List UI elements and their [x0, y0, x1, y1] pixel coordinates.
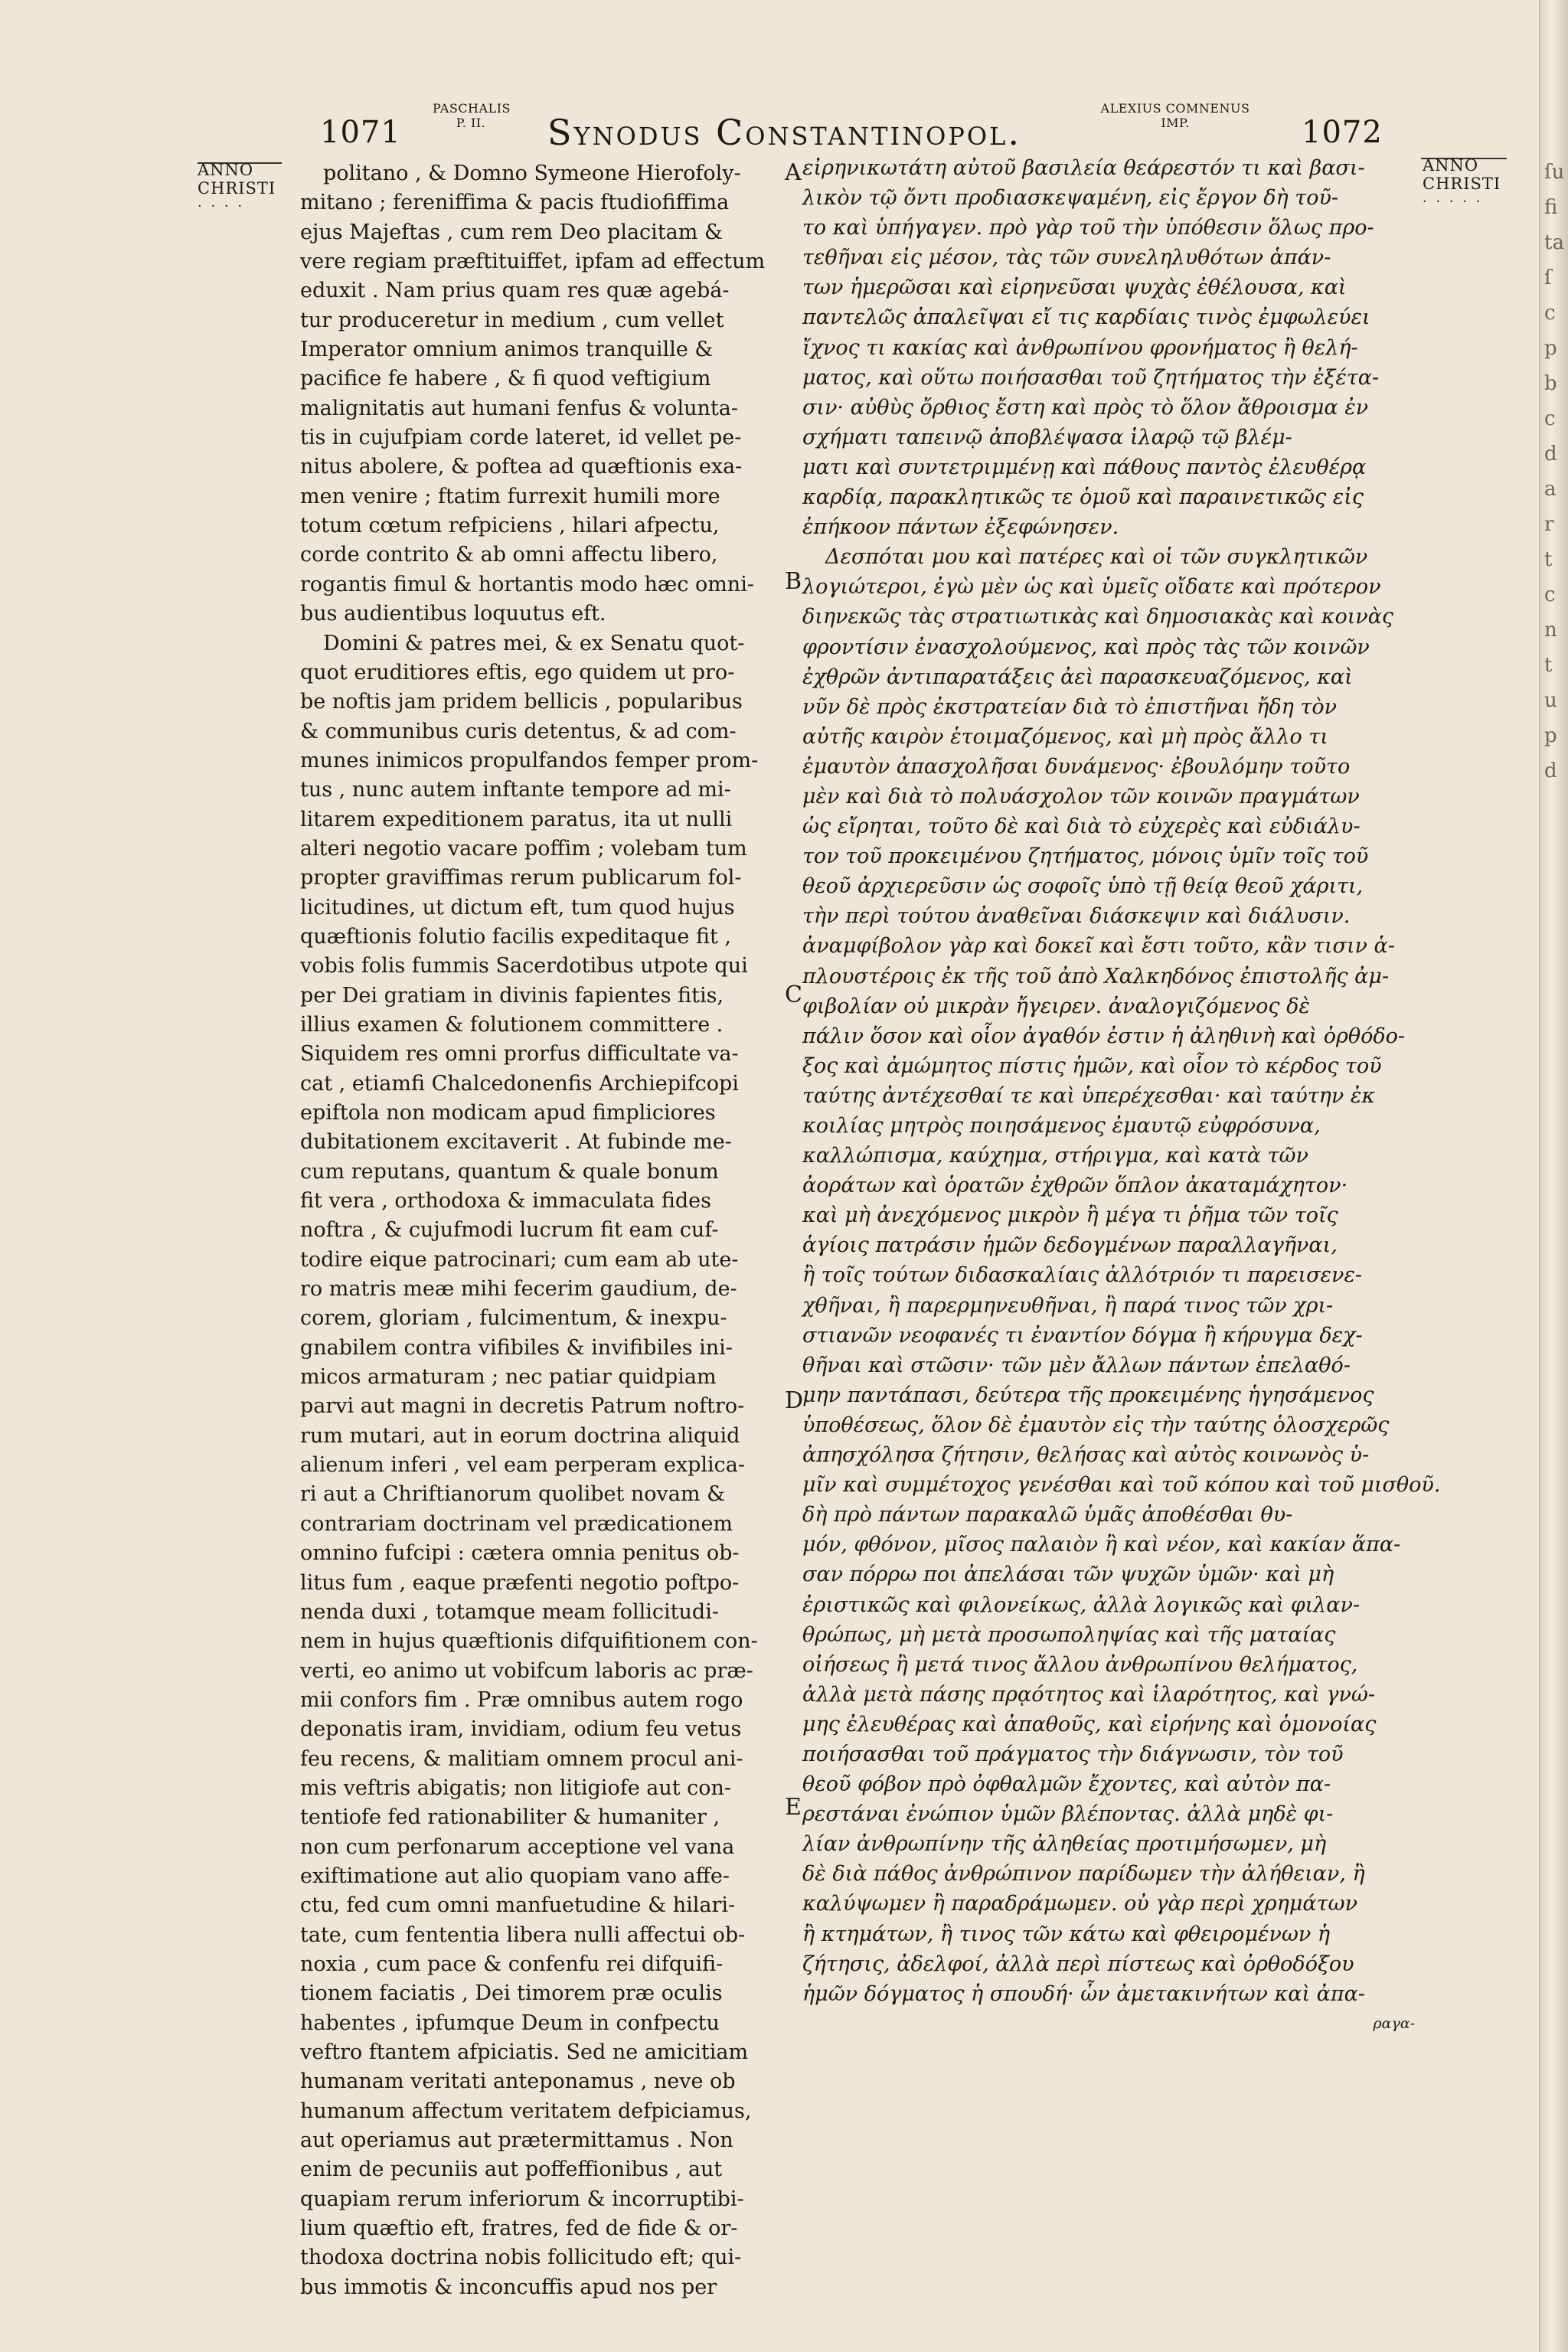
greek-line: ἐπήκοον πάντων ἐξεφώνησεν. — [802, 515, 1119, 540]
greek-line: τον τοῦ προκειμένου ζητήματος, μόνοις ὑμῖν τοῖς τοῦ — [802, 844, 1369, 869]
latin-line: thodoxa doctrina nobis follicitudo eft; qui- — [300, 2246, 742, 2270]
latin-line: tis in cujufpiam corde lateret, id vellet pe- — [300, 426, 742, 450]
margin-note-line: ANNO — [198, 161, 254, 179]
latin-line: parvi aut magni in decretis Patrum noftro- — [300, 1394, 745, 1419]
greek-line: ἁγίοις πατράσιν ἡμῶν δεδογμένων παραλλαγῆναι, — [802, 1233, 1338, 1258]
edge-glyph: b — [1544, 372, 1557, 395]
latin-line: contrariam doctrinam vel prædicationem — [300, 1511, 733, 1536]
margin-note-left — [198, 161, 282, 216]
catchword: ραγα- — [1373, 2014, 1415, 2032]
latin-line: tus , nunc autem inftante tempore ad mi- — [300, 778, 731, 802]
latin-line: omnino fufcipi : cætera omnia penitus ob- — [300, 1541, 740, 1566]
greek-line: δὴ πρὸ πάντων παρακαλῶ ὑμᾶς ἀποθέσθαι θυ- — [802, 1503, 1293, 1527]
edge-glyph: c — [1544, 302, 1556, 325]
greek-line: ποιήσασθαι τοῦ πράγματος τὴν διάγνωσιν, τὸν τοῦ — [802, 1742, 1344, 1766]
greek-line: διηνεκῶς τὰς στρατιωτικὰς καὶ δημοσιακὰς καὶ κοινὰς — [802, 605, 1394, 629]
greek-line: νῦν δὲ πρὸς ἐκστρατείαν διὰ τὸ ἐπιστῆναι ἤδη τὸν — [802, 694, 1338, 719]
latin-line: noftra , & cujufmodi lucrum fit eam cuf- — [300, 1218, 719, 1243]
greek-line: σιν· αὐθὺς ὄρθιος ἔστη καὶ πρὸς τὸ ὅλον ἄθροισμα ἐν — [802, 395, 1369, 420]
greek-line: το καὶ ὑπήγαγεν. πρὸ γὰρ τοῦ τὴν ὑπόθεσιν ὅλως προ- — [802, 216, 1374, 240]
greek-line: λίαν ἀνθρωπίνην τῆς ἀληθείας προτιμήσωμεν, μὴ — [802, 1832, 1327, 1857]
greek-line: παντελῶς ἀπαλεῖψαι εἴ τις καρδίαις τινὸς ἐμφωλεύει — [802, 305, 1370, 330]
latin-line: bus audientibus loquutus eft. — [300, 602, 606, 626]
header-right-note-line: ALEXIUS COMNENUS — [1100, 101, 1250, 116]
greek-line: σχήματι ταπεινῷ ἀποβλέψασα ἱλαρῷ τῷ βλέμ- — [802, 425, 1292, 449]
greek-line: πλουστέροις ἐκ τῆς τοῦ ἀπὸ Χαλκηδόνος ἐπιστολῆς ἀμ- — [802, 964, 1390, 988]
latin-line: aut operiamus aut prætermittamus . Non — [300, 2128, 733, 2153]
latin-line: veftro ftantem afpiciatis. Sed ne amicitiam — [300, 2040, 749, 2064]
latin-line: malignitatis aut humani fenfus & volunta- — [300, 396, 738, 420]
greek-line: μῖν καὶ συμμέτοχος γενέσθαι καὶ τοῦ κόπου καὶ τοῦ μισθοῦ. — [802, 1473, 1441, 1498]
greek-line: καρδίᾳ, παρακλητικῶς τε ὁμοῦ καὶ παραινετικῶς εἰς — [802, 485, 1364, 510]
latin-line: & communibus curis detentus, & ad com- — [300, 719, 737, 743]
margin-note-right — [1423, 156, 1507, 211]
latin-line: nenda duxi , totamque meam follicitudi- — [300, 1599, 719, 1624]
edge-glyph: c — [1544, 583, 1556, 606]
latin-line: Siquidem res omni prorfus difficultate va- — [300, 1042, 739, 1067]
greek-line: καὶ μὴ ἀνεχόμενος μικρὸν ἢ μέγα τι ῥῆμα τῶν τοῖς — [802, 1204, 1338, 1228]
greek-line: ἀπησχόλησα ζήτησιν, θελήσας καὶ αὐτὸς κοινωνὸς ὑ- — [802, 1443, 1370, 1468]
latin-line: ejus Majeftas , cum rem Deo placitam & — [300, 220, 723, 244]
latin-line: humanam veritati anteponamus , neve ob — [300, 2069, 736, 2094]
greek-line: θεοῦ φόβον πρὸ ὀφθαλμῶν ἔχοντες, καὶ αὐτὸν πα- — [802, 1772, 1331, 1797]
greek-line: εἰρηνικωτάτη αὐτοῦ βασιλεία θεάρεστόν τι καὶ βασι- — [802, 156, 1365, 180]
edge-glyph: d — [1544, 760, 1557, 782]
latin-line: pacifice fe habere , & fi quod veftigium — [300, 367, 711, 391]
latin-line: Imperator omnium animos tranquille & — [300, 338, 714, 362]
greek-line: καλύψωμεν ἢ παραδράμωμεν. οὐ γὰρ περὶ χρημάτων — [802, 1892, 1357, 1916]
latin-line: vere regiam præftituiffet, ipfam ad effectum — [300, 250, 766, 274]
page-number-right: 1072 — [1302, 115, 1383, 150]
greek-line: οἰήσεως ἢ μετά τινος ἄλλου ἀνθρωπίνου θελήματος, — [802, 1652, 1358, 1677]
latin-line: fit vera , orthodoxa & immaculata fides — [300, 1189, 711, 1214]
latin-line: men venire ; ftatim furrexit humili more — [300, 484, 720, 508]
edge-glyph: ſu — [1544, 161, 1565, 184]
greek-line: ἢ τοῖς τούτων διδασκαλίαις ἀλλότριόν τι παρεισενε- — [802, 1263, 1363, 1288]
greek-line: δὲ διὰ πάθος ἀνθρώπινον παρίδωμεν τὴν ἀλήθειαν, ἢ — [802, 1862, 1365, 1886]
greek-line: ζήτησις, ἀδελφοί, ἀλλὰ περὶ πίστεως καὶ ὀρθοδόξου — [802, 1952, 1354, 1976]
running-header — [0, 92, 1539, 153]
greek-line: ἀναμφίβολον γὰρ καὶ δοκεῖ καὶ ἔστι τοῦτο, κἂν τισιν ἁ- — [802, 934, 1395, 959]
latin-line: mii confors fim . Præ omnibus autem rogo — [300, 1687, 743, 1712]
latin-line: humanum affectum veritatem defpiciamus, — [300, 2099, 752, 2123]
edge-glyph: t — [1544, 548, 1553, 571]
latin-line: Domini & patres mei, & ex Senatu quot- — [323, 631, 745, 655]
greek-line: θρώπως, μὴ μετὰ προσωποληψίας καὶ τῆς ματαίας — [802, 1622, 1336, 1647]
greek-line: ματος, καὶ οὕτω ποιήσασθαι τοῦ ζητήματος τὴν ἐξέτα- — [802, 365, 1380, 390]
section-marker-e: E — [785, 1794, 802, 1821]
greek-line: θεοῦ ἀρχιερεῦσιν ὡς σοφοῖς ὑπὸ τῇ θείᾳ θεοῦ χάριτι, — [802, 874, 1364, 899]
latin-line: corde contrito & ab omni affectu libero, — [300, 543, 718, 567]
greek-line: φιβολίαν οὐ μικρὰν ἤγειρεν. ἀναλογιζόμενος δὲ — [802, 994, 1310, 1018]
latin-line: cum reputans, quantum & quale bonum — [300, 1159, 719, 1184]
edge-glyph: r — [1544, 513, 1554, 536]
edge-glyph: ta — [1544, 231, 1564, 254]
latin-line: lium quæftio eft, fratres, fed de fide & or- — [300, 2216, 738, 2241]
greek-line: ἐχθρῶν ἀντιπαρατάξεις ἀεὶ παρασκευαζόμενος, καὶ — [802, 665, 1353, 689]
latin-line: alteri negotio vacare poffim ; volebam tum — [300, 836, 747, 861]
greek-line: τὴν περὶ τούτου ἀναθεῖναι διάσκεψιν καὶ διάλυσιν. — [802, 904, 1351, 929]
latin-line: licitudines, ut dictum eft, tum quod hujus — [300, 895, 735, 920]
greek-line: λικὸν τῷ ὄντι προδιασκεψαμένη, εἰς ἔργον δὴ τοῦ- — [802, 186, 1339, 211]
margin-note-line: CHRISTI — [1423, 175, 1501, 193]
greek-line: ταύτης ἀντέχεσθαί τε καὶ ὑπερέχεσθαι· καὶ ταύτην ἐκ — [802, 1083, 1376, 1108]
edge-glyph: n — [1544, 619, 1557, 642]
section-marker-b: B — [785, 568, 802, 595]
greek-line: θῆναι καὶ στῶσιν· τῶν μὲν ἄλλων πάντων ἐπελαθό- — [802, 1353, 1351, 1377]
header-left-note-line: P. II. — [456, 116, 486, 130]
latin-line: nem in hujus quæftionis difquifitionem con- — [300, 1629, 758, 1654]
latin-line: deponatis iram, invidiam, odium feu vetus — [300, 1717, 742, 1742]
latin-line: mis veftris abigatis; non litigiofe aut con- — [300, 1775, 732, 1800]
latin-line: corem, gloriam , fulcimentum, & inexpu- — [300, 1306, 727, 1331]
latin-line: feu recens, & malitiam omnem procul ani- — [300, 1746, 743, 1771]
greek-line: λογιώτεροι, ἐγὼ μὲν ὡς καὶ ὑμεῖς οἴδατε καὶ πρότερον — [802, 575, 1381, 599]
latin-line: non cum perfonarum acceptione vel vana — [300, 1834, 735, 1859]
greek-line: μόν, φθόνον, μῖσος παλαιὸν ἢ καὶ νέον, καὶ κακίαν ἅπα- — [802, 1533, 1401, 1557]
latin-line: rum mutari, aut in eorum doctrina aliquid — [300, 1423, 740, 1448]
greek-line: ματι καὶ συντετριμμένῃ καὶ πάθους παντὸς ἐλευθέρᾳ — [802, 455, 1367, 479]
latin-line: tionem faciatis , Dei timorem præ oculis — [300, 1981, 723, 2006]
greek-line: ἡμῶν δόγματος ἡ σπουδή· ὧν ἀμετακινήτων καὶ ἀπα- — [802, 1981, 1365, 2006]
greek-line: καλλώπισμα, καύχημα, στήριγμα, καὶ κατὰ τῶν — [802, 1144, 1308, 1168]
page-number-left: 1071 — [320, 115, 401, 150]
greek-line: ἀλλὰ μετὰ πάσης πρᾳότητος καὶ ἱλαρότητος, καὶ γνώ- — [802, 1682, 1376, 1707]
edge-glyph: a — [1544, 478, 1557, 501]
latin-line: dubitationem excitaverit . At fubinde me- — [300, 1130, 732, 1155]
latin-line: per Dei gratiam in divinis fapientes fitis, — [300, 983, 724, 1008]
latin-line: exiftimatione aut alio quopiam vano affe- — [300, 1864, 730, 1888]
header-left-note — [433, 101, 509, 130]
latin-line: ctu, fed cum omni manfuetudine & hilari- — [300, 1893, 736, 1918]
greek-line: Δεσπόται μου καὶ πατέρες καὶ οἱ τῶν συγκλητικῶν — [825, 545, 1368, 570]
greek-line: τεθῆναι εἰς μέσον, τὰς τῶν συνεληλυθότων ἁπάν- — [802, 246, 1331, 270]
margin-note-line: CHRISTI — [198, 179, 276, 198]
latin-line: mitano ; fereniffima & pacis ftudiofiffima — [300, 191, 730, 215]
latin-line: gnabilem contra vifibiles & invifibiles ini- — [300, 1335, 733, 1360]
latin-line: ro matris meæ mihi fecerim gaudium, de- — [300, 1277, 737, 1302]
greek-line: ἴχνος τι κακίας καὶ ἀνθρωπίνου φρονήματος ἢ θελή- — [802, 335, 1358, 360]
greek-line: μης ἐλευθέρας καὶ ἀπαθοῦς, καὶ εἰρήνης καὶ ὁμονοίας — [802, 1712, 1377, 1736]
edge-glyph: p — [1544, 724, 1557, 747]
latin-line: ri aut a Chriftianorum quolibet novam & — [300, 1482, 726, 1507]
section-marker-a: A — [785, 159, 802, 186]
facing-page-edge — [1539, 0, 1568, 2352]
greek-line: στιανῶν νεοφανές τι ἐναντίον δόγμα ἢ κήρυγμα δεχ- — [802, 1323, 1363, 1348]
latin-line: tate, cum fententia libera nulli affectui ob- — [300, 1922, 746, 1947]
latin-line: nitus abolere, & poftea ad quæftionis exa- — [300, 455, 743, 479]
edge-glyph: c — [1544, 407, 1556, 430]
latin-line: illius examen & folutionem committere . — [300, 1012, 724, 1037]
latin-line: vobis folis fummis Sacerdotibus utpote qui — [300, 954, 748, 978]
greek-line: πάλιν ὅσον καὶ οἷον ἀγαθόν ἐστιν ἡ ἀληθινὴ καὶ ὀρθόδο- — [802, 1024, 1406, 1048]
header-left-note-line: PASCHALIS — [433, 101, 511, 116]
margin-note-line: ANNO — [1423, 156, 1479, 175]
greek-line: μὲν καὶ διὰ τὸ πολυάσχολον τῶν κοινῶν πραγμάτων — [802, 784, 1360, 808]
greek-line: ἢ κτημάτων, ἢ τινος τῶν κάτω καὶ φθειρομένων ἡ — [802, 1922, 1331, 1946]
latin-line: noxia , cum pace & confenfu rei difquifi- — [300, 1952, 724, 1976]
latin-line: tur produceretur in medium , cum vellet — [300, 308, 724, 332]
latin-line: politano , & Domno Symeone Hierofoly- — [323, 162, 741, 185]
latin-column — [300, 159, 767, 2302]
latin-line: propter graviffimas rerum publicarum fol- — [300, 866, 742, 890]
latin-line: cat , etiamfi Chalcedonenfis Archiepifcopi — [300, 1071, 739, 1096]
greek-line: ὑποθέσεως, ὅλον δὲ ἐμαυτὸν εἰς τὴν ταύτης ὁλοσχερῶς — [802, 1413, 1390, 1437]
greek-line: ρεστάναι ἐνώπιον ὑμῶν βλέποντας. ἀλλὰ μηδὲ φι- — [802, 1802, 1334, 1827]
latin-line: verti, eo animo ut vobifcum laboris ac præ- — [300, 1658, 753, 1683]
margin-note-dots: · · · · · — [1423, 194, 1483, 210]
latin-line: bus immotis & inconcuffis apud nos per — [300, 2275, 717, 2299]
latin-line: todire eique patrocinari; cum eam ab ute- — [300, 1247, 739, 1272]
edge-glyph: t — [1544, 654, 1553, 677]
latin-line: micos armaturam ; nec patiar quidpiam — [300, 1365, 717, 1390]
latin-line: quapiam rerum inferiorum & incorruptibi- — [300, 2187, 744, 2211]
latin-line: enim de pecuniis aut poffeffionibus , aut — [300, 2158, 723, 2182]
latin-line: eduxit . Nam prius quam res quæ agebá- — [300, 279, 730, 303]
latin-line: litarem expeditionem paratus, ita ut nulli — [300, 807, 733, 831]
greek-line: χθῆναι, ἢ παρερμηνευθῆναι, ἢ παρά τινος τῶν χρι- — [802, 1293, 1334, 1318]
latin-line: totum cœtum refpiciens , hilari afpectu, — [300, 514, 720, 538]
greek-line: ὡς εἴρηται, τοῦτο δὲ καὶ διὰ τὸ εὐχερὲς καὶ εὐδιάλυ- — [802, 815, 1361, 839]
latin-line: munes inimicos propulfandos femper prom- — [300, 748, 759, 773]
edge-glyph: ſ — [1544, 266, 1552, 289]
edge-glyph: fi — [1544, 196, 1558, 219]
latin-line: be noftis jam pridem bellicis , popularibus — [300, 690, 743, 714]
latin-line: epiftola non modicam apud fimpliciores — [300, 1101, 716, 1125]
greek-line: ἀοράτων καὶ ὁρατῶν ἐχθρῶν ὅπλον ἀκαταμάχητον· — [802, 1174, 1348, 1198]
edge-glyph: p — [1544, 337, 1557, 360]
greek-line: αὐτῆς καιρὸν ἑτοιμαζόμενος, καὶ μὴ πρὸς ἄλλο τι — [802, 724, 1328, 749]
greek-line: σαν πόρρω ποι ἀπελάσαι τῶν ψυχῶν ὑμῶν· καὶ μὴ — [802, 1563, 1334, 1587]
latin-line: alienum inferi , vel eam perperam explica- — [300, 1453, 746, 1478]
greek-line: μην παντάπασι, δεύτερα τῆς προκειμένης ἡγησάμενος — [802, 1383, 1374, 1407]
latin-line: habentes , ipfumque Deum in confpectu — [300, 2011, 720, 2035]
greek-column — [802, 153, 1441, 2039]
edge-glyph: d — [1544, 443, 1557, 466]
latin-line: quæftionis folutio facilis expeditaque fit , — [300, 924, 731, 949]
greek-line: των ἡμερῶσαι καὶ εἰρηνεῦσαι ψυχὰς ἐθέλουσα, καὶ — [802, 276, 1347, 300]
latin-line: litus fum , eaque præfenti negotio poftpo- — [300, 1570, 740, 1595]
margin-note-dots: · · · · — [198, 198, 245, 214]
section-marker-d: D — [785, 1387, 804, 1414]
greek-line: ἐριστικῶς καὶ φιλονείκως, ἀλλὰ λογικῶς καὶ φιλαν- — [802, 1592, 1361, 1617]
header-right-note — [1072, 101, 1279, 130]
section-marker-c: C — [785, 982, 802, 1008]
header-right-note-line: IMP. — [1161, 116, 1190, 130]
latin-line: tentiofe fed rationabiliter & humaniter , — [300, 1805, 720, 1830]
greek-line: ἐμαυτὸν ἀπασχολῆσαι δυνάμενος· ἐβουλόμην τοῦτο — [802, 754, 1351, 779]
greek-line: κοιλίας μητρὸς ποιησάμενος ἐμαυτῷ εὐφρόσυνα, — [802, 1114, 1321, 1138]
header-title: Synodus Constantinopol. — [547, 112, 1021, 153]
greek-line: ξος καὶ ἀμώμητος πίστις ἡμῶν, καὶ οἷον τὸ κέρδος τοῦ — [802, 1054, 1382, 1078]
latin-line: quot eruditiores eftis, ego quidem ut pro- — [300, 660, 735, 684]
greek-line: φροντίσιν ἐνασχολούμενος, καὶ πρὸς τὰς τῶν κοινῶν — [802, 635, 1370, 659]
edge-glyph: u — [1544, 689, 1557, 712]
latin-line: rogantis fimul & hortantis modo hæc omni- — [300, 572, 754, 596]
